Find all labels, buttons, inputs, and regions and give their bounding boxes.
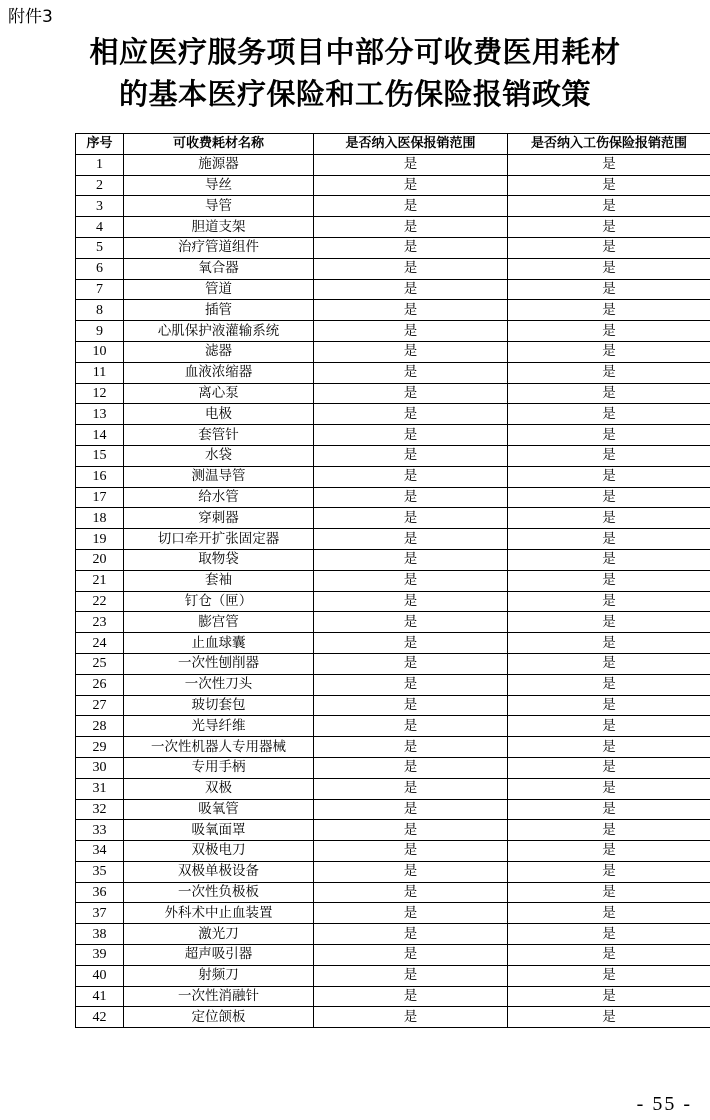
injury-insurance-value: 是 <box>508 217 710 238</box>
table-row <box>76 591 710 612</box>
table-row <box>76 820 710 841</box>
consumable-name: 治疗管道组件 <box>124 237 314 258</box>
row-number: 31 <box>76 778 124 799</box>
consumable-name: 插管 <box>124 300 314 321</box>
consumable-name: 血液浓缩器 <box>124 362 314 383</box>
table-row <box>76 653 710 674</box>
medical-insurance-value: 是 <box>314 1007 508 1028</box>
injury-insurance-value: 是 <box>508 445 710 466</box>
row-number: 33 <box>76 820 124 841</box>
consumable-name: 吸氧管 <box>124 799 314 820</box>
table-row <box>76 1007 710 1028</box>
medical-insurance-value: 是 <box>314 612 508 633</box>
table-row <box>76 487 710 508</box>
injury-insurance-value: 是 <box>508 841 710 862</box>
injury-insurance-value: 是 <box>508 965 710 986</box>
table-row <box>76 383 710 404</box>
injury-insurance-value: 是 <box>508 529 710 550</box>
injury-insurance-value: 是 <box>508 924 710 945</box>
row-number: 3 <box>76 196 124 217</box>
table-row <box>76 196 710 217</box>
injury-insurance-value: 是 <box>508 716 710 737</box>
injury-insurance-value: 是 <box>508 570 710 591</box>
consumable-name: 一次性消融针 <box>124 986 314 1007</box>
consumable-name: 水袋 <box>124 445 314 466</box>
medical-insurance-value: 是 <box>314 591 508 612</box>
medical-insurance-value: 是 <box>314 716 508 737</box>
injury-insurance-value: 是 <box>508 487 710 508</box>
table-row <box>76 633 710 654</box>
table-row <box>76 279 710 300</box>
table-row <box>76 321 710 342</box>
medical-insurance-value: 是 <box>314 445 508 466</box>
injury-insurance-value: 是 <box>508 861 710 882</box>
medical-insurance-value: 是 <box>314 820 508 841</box>
row-number: 11 <box>76 362 124 383</box>
row-number: 37 <box>76 903 124 924</box>
header-name: 可收费耗材名称 <box>124 134 314 155</box>
medical-insurance-value: 是 <box>314 695 508 716</box>
injury-insurance-value: 是 <box>508 882 710 903</box>
row-number: 2 <box>76 175 124 196</box>
document-title-line-2: 的基本医疗保险和工伤保险报销政策 <box>118 77 591 111</box>
row-number: 22 <box>76 591 124 612</box>
table-row <box>76 404 710 425</box>
medical-insurance-value: 是 <box>314 570 508 591</box>
medical-insurance-value: 是 <box>314 175 508 196</box>
consumable-name: 一次性负极板 <box>124 882 314 903</box>
table-row <box>76 757 710 778</box>
row-number: 35 <box>76 861 124 882</box>
table-row <box>76 425 710 446</box>
injury-insurance-value: 是 <box>508 674 710 695</box>
consumable-name: 胆道支架 <box>124 217 314 238</box>
injury-insurance-value: 是 <box>508 341 710 362</box>
medical-insurance-value: 是 <box>314 965 508 986</box>
table-row <box>76 674 710 695</box>
consumable-name: 膨宫管 <box>124 612 314 633</box>
medical-insurance-value: 是 <box>314 466 508 487</box>
consumable-name: 一次性刨削器 <box>124 653 314 674</box>
medical-insurance-value: 是 <box>314 757 508 778</box>
row-number: 20 <box>76 549 124 570</box>
consumables-table <box>75 133 710 1028</box>
medical-insurance-value: 是 <box>314 549 508 570</box>
table-row <box>76 841 710 862</box>
row-number: 7 <box>76 279 124 300</box>
consumable-name: 滤器 <box>124 341 314 362</box>
injury-insurance-value: 是 <box>508 1007 710 1028</box>
medical-insurance-value: 是 <box>314 903 508 924</box>
injury-insurance-value: 是 <box>508 591 710 612</box>
consumable-name: 吸氧面罩 <box>124 820 314 841</box>
consumable-name: 离心泵 <box>124 383 314 404</box>
table-row <box>76 778 710 799</box>
table-row <box>76 986 710 1007</box>
row-number: 6 <box>76 258 124 279</box>
medical-insurance-value: 是 <box>314 154 508 175</box>
table-row <box>76 695 710 716</box>
table-row <box>76 154 710 175</box>
injury-insurance-value: 是 <box>508 986 710 1007</box>
page-number: - 55 - <box>636 1093 692 1115</box>
row-number: 8 <box>76 300 124 321</box>
consumable-name: 心肌保护液灌输系统 <box>124 321 314 342</box>
medical-insurance-value: 是 <box>314 404 508 425</box>
row-number: 38 <box>76 924 124 945</box>
table-row <box>76 300 710 321</box>
injury-insurance-value: 是 <box>508 279 710 300</box>
table-row <box>76 445 710 466</box>
consumable-name: 施源器 <box>124 154 314 175</box>
medical-insurance-value: 是 <box>314 529 508 550</box>
table-row <box>76 466 710 487</box>
header-injury-insurance: 是否纳入工伤保险报销范围 <box>508 134 710 155</box>
row-number: 27 <box>76 695 124 716</box>
medical-insurance-value: 是 <box>314 279 508 300</box>
consumable-name: 定位颌板 <box>124 1007 314 1028</box>
consumable-name: 套袖 <box>124 570 314 591</box>
row-number: 29 <box>76 737 124 758</box>
consumable-name: 测温导管 <box>124 466 314 487</box>
medical-insurance-value: 是 <box>314 737 508 758</box>
table-row <box>76 529 710 550</box>
table-row <box>76 341 710 362</box>
row-number: 24 <box>76 633 124 654</box>
injury-insurance-value: 是 <box>508 321 710 342</box>
injury-insurance-value: 是 <box>508 903 710 924</box>
medical-insurance-value: 是 <box>314 924 508 945</box>
medical-insurance-value: 是 <box>314 674 508 695</box>
injury-insurance-value: 是 <box>508 300 710 321</box>
table-row <box>76 903 710 924</box>
table-row <box>76 612 710 633</box>
row-number: 26 <box>76 674 124 695</box>
injury-insurance-value: 是 <box>508 425 710 446</box>
injury-insurance-value: 是 <box>508 154 710 175</box>
injury-insurance-value: 是 <box>508 633 710 654</box>
row-number: 1 <box>76 154 124 175</box>
consumable-name: 给水管 <box>124 487 314 508</box>
row-number: 32 <box>76 799 124 820</box>
row-number: 12 <box>76 383 124 404</box>
row-number: 21 <box>76 570 124 591</box>
attachment-label: 附件3 <box>8 7 53 27</box>
row-number: 17 <box>76 487 124 508</box>
medical-insurance-value: 是 <box>314 487 508 508</box>
consumable-name: 外科术中止血装置 <box>124 903 314 924</box>
table-row <box>76 861 710 882</box>
row-number: 4 <box>76 217 124 238</box>
row-number: 30 <box>76 757 124 778</box>
consumable-name: 双极单极设备 <box>124 861 314 882</box>
header-seq: 序号 <box>76 134 124 155</box>
table-row <box>76 570 710 591</box>
table-row <box>76 799 710 820</box>
injury-insurance-value: 是 <box>508 466 710 487</box>
row-number: 41 <box>76 986 124 1007</box>
injury-insurance-value: 是 <box>508 196 710 217</box>
table-row <box>76 945 710 966</box>
table-row <box>76 716 710 737</box>
injury-insurance-value: 是 <box>508 383 710 404</box>
consumable-name: 一次性刀头 <box>124 674 314 695</box>
medical-insurance-value: 是 <box>314 945 508 966</box>
consumable-name: 氧合器 <box>124 258 314 279</box>
injury-insurance-value: 是 <box>508 237 710 258</box>
medical-insurance-value: 是 <box>314 258 508 279</box>
row-number: 14 <box>76 425 124 446</box>
row-number: 23 <box>76 612 124 633</box>
row-number: 13 <box>76 404 124 425</box>
table-row <box>76 175 710 196</box>
row-number: 40 <box>76 965 124 986</box>
table-row <box>76 737 710 758</box>
row-number: 5 <box>76 237 124 258</box>
consumable-name: 专用手柄 <box>124 757 314 778</box>
consumable-name: 一次性机器人专用器械 <box>124 737 314 758</box>
row-number: 42 <box>76 1007 124 1028</box>
medical-insurance-value: 是 <box>314 321 508 342</box>
medical-insurance-value: 是 <box>314 300 508 321</box>
consumable-name: 射频刀 <box>124 965 314 986</box>
row-number: 39 <box>76 945 124 966</box>
row-number: 9 <box>76 321 124 342</box>
medical-insurance-value: 是 <box>314 986 508 1007</box>
row-number: 19 <box>76 529 124 550</box>
medical-insurance-value: 是 <box>314 799 508 820</box>
injury-insurance-value: 是 <box>508 820 710 841</box>
injury-insurance-value: 是 <box>508 945 710 966</box>
table-row <box>76 549 710 570</box>
injury-insurance-value: 是 <box>508 757 710 778</box>
consumable-name: 光导纤维 <box>124 716 314 737</box>
medical-insurance-value: 是 <box>314 633 508 654</box>
consumable-name: 止血球囊 <box>124 633 314 654</box>
table-row <box>76 237 710 258</box>
row-number: 16 <box>76 466 124 487</box>
table-header-row <box>76 134 710 155</box>
table-row <box>76 508 710 529</box>
document-title-line-1: 相应医疗服务项目中部分可收费医用耗材 <box>89 35 621 69</box>
medical-insurance-value: 是 <box>314 237 508 258</box>
row-number: 18 <box>76 508 124 529</box>
medical-insurance-value: 是 <box>314 841 508 862</box>
consumable-name: 导丝 <box>124 175 314 196</box>
consumable-name: 电极 <box>124 404 314 425</box>
row-number: 36 <box>76 882 124 903</box>
medical-insurance-value: 是 <box>314 882 508 903</box>
medical-insurance-value: 是 <box>314 425 508 446</box>
consumable-name: 双极电刀 <box>124 841 314 862</box>
table-row <box>76 882 710 903</box>
table-row <box>76 924 710 945</box>
injury-insurance-value: 是 <box>508 695 710 716</box>
consumable-name: 穿刺器 <box>124 508 314 529</box>
row-number: 10 <box>76 341 124 362</box>
medical-insurance-value: 是 <box>314 196 508 217</box>
injury-insurance-value: 是 <box>508 175 710 196</box>
medical-insurance-value: 是 <box>314 508 508 529</box>
table-row <box>76 362 710 383</box>
consumable-name: 钉仓（匣） <box>124 591 314 612</box>
injury-insurance-value: 是 <box>508 508 710 529</box>
consumable-name: 激光刀 <box>124 924 314 945</box>
row-number: 15 <box>76 445 124 466</box>
medical-insurance-value: 是 <box>314 217 508 238</box>
consumable-name: 套管针 <box>124 425 314 446</box>
injury-insurance-value: 是 <box>508 404 710 425</box>
injury-insurance-value: 是 <box>508 799 710 820</box>
injury-insurance-value: 是 <box>508 612 710 633</box>
table-row <box>76 258 710 279</box>
table-row <box>76 965 710 986</box>
medical-insurance-value: 是 <box>314 362 508 383</box>
consumable-name: 双极 <box>124 778 314 799</box>
injury-insurance-value: 是 <box>508 653 710 674</box>
medical-insurance-value: 是 <box>314 861 508 882</box>
injury-insurance-value: 是 <box>508 778 710 799</box>
consumable-name: 切口牵开扩张固定器 <box>124 529 314 550</box>
consumable-name: 超声吸引器 <box>124 945 314 966</box>
medical-insurance-value: 是 <box>314 778 508 799</box>
header-medical-insurance: 是否纳入医保报销范围 <box>314 134 508 155</box>
table-row <box>76 217 710 238</box>
injury-insurance-value: 是 <box>508 549 710 570</box>
consumable-name: 取物袋 <box>124 549 314 570</box>
medical-insurance-value: 是 <box>314 653 508 674</box>
row-number: 34 <box>76 841 124 862</box>
row-number: 25 <box>76 653 124 674</box>
injury-insurance-value: 是 <box>508 258 710 279</box>
medical-insurance-value: 是 <box>314 341 508 362</box>
medical-insurance-value: 是 <box>314 383 508 404</box>
row-number: 28 <box>76 716 124 737</box>
consumable-name: 玻切套包 <box>124 695 314 716</box>
injury-insurance-value: 是 <box>508 362 710 383</box>
injury-insurance-value: 是 <box>508 737 710 758</box>
consumable-name: 管道 <box>124 279 314 300</box>
consumable-name: 导管 <box>124 196 314 217</box>
